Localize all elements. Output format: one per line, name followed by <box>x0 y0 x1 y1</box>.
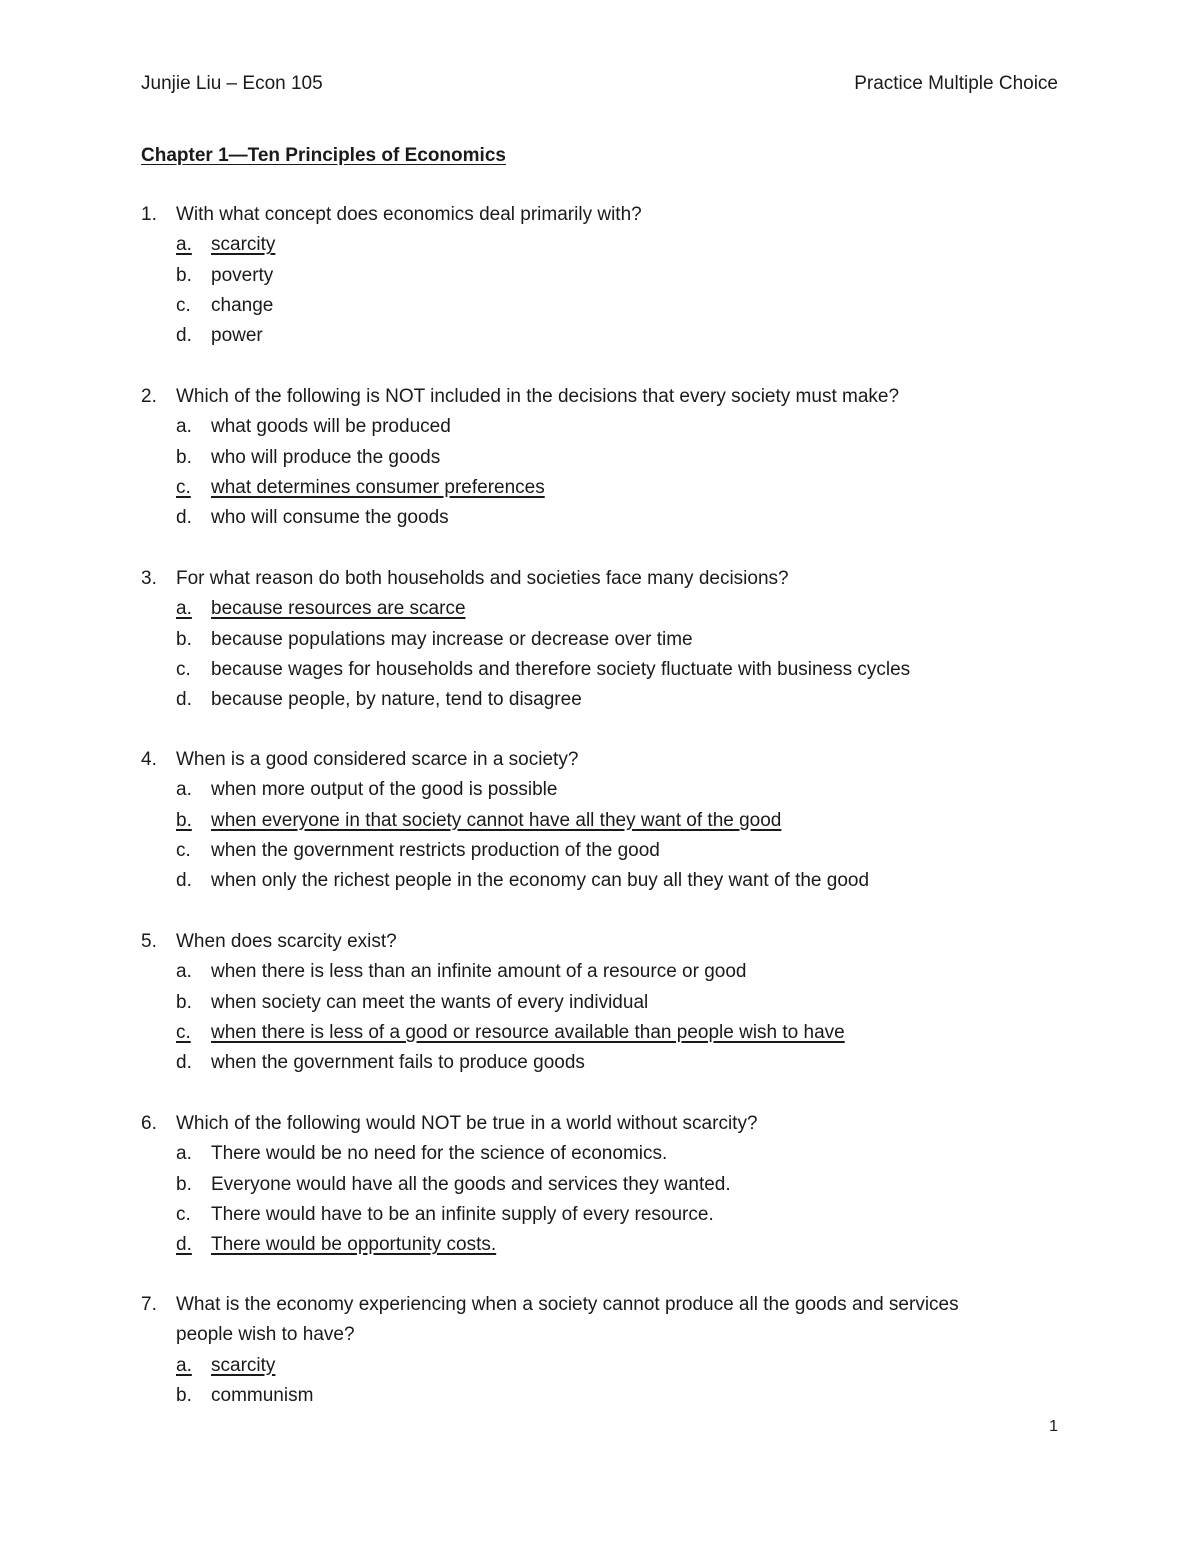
option-d <box>141 866 1021 896</box>
option-c <box>141 836 1021 866</box>
option-letter: b. <box>176 446 192 468</box>
question-number: 1. <box>141 204 157 225</box>
option-letter: d. <box>176 1234 192 1256</box>
option-text: because wages for households and therefore society fluctuate with business cycles <box>211 658 911 680</box>
option-letter: c. <box>176 839 191 861</box>
question-7 <box>141 1290 1021 1411</box>
question-stem <box>141 745 1021 775</box>
option-letter: d. <box>176 870 192 892</box>
question-text: What is the economy experiencing when a society cannot produce all the goods and services <box>176 1294 959 1315</box>
option-text: because populations may increase or decrease over time <box>211 628 693 650</box>
option-letter: c. <box>176 294 191 316</box>
option-c <box>141 1200 1021 1230</box>
option-a <box>141 230 1021 260</box>
option-text: when the government fails to produce goods <box>211 1052 585 1074</box>
option-d <box>141 685 1021 715</box>
option-c <box>141 655 1021 685</box>
option-b <box>141 1170 1021 1200</box>
option-text: There would have to be an infinite supply of every resource. <box>211 1203 714 1225</box>
option-letter: c. <box>176 1203 191 1225</box>
option-c <box>141 1018 1021 1048</box>
option-d <box>141 503 1021 533</box>
option-letter: a. <box>176 234 192 256</box>
option-text: when there is less of a good or resource available than people wish to have <box>211 1021 845 1043</box>
option-letter: a. <box>176 1143 192 1165</box>
option-text: poverty <box>211 264 274 286</box>
option-letter: a. <box>176 416 192 438</box>
question-text: With what concept does economics deal primarily with? <box>176 204 642 225</box>
option-letter: d. <box>176 325 192 347</box>
question-text: When is a good considered scarce in a society? <box>176 749 579 770</box>
question-text: For what reason do both households and societies face many decisions? <box>176 568 789 589</box>
option-letter: d. <box>176 689 192 711</box>
option-letter: b. <box>176 991 192 1013</box>
question-text-continuation <box>141 1320 1021 1350</box>
option-d <box>141 321 1021 351</box>
option-letter: d. <box>176 1052 192 1074</box>
option-c <box>141 473 1021 503</box>
option-text: who will consume the goods <box>211 507 449 529</box>
option-text: when more output of the good is possible <box>211 779 558 801</box>
header-left: Junjie Liu – Econ 105 <box>141 73 323 94</box>
page-number: 1 <box>1049 1418 1058 1435</box>
chapter-title: Chapter 1—Ten Principles of Economics <box>141 145 506 166</box>
option-text: There would be opportunity costs. <box>211 1234 497 1256</box>
option-text: when the government restricts production of the good <box>211 839 660 861</box>
option-text: because people, by nature, tend to disagree <box>211 689 582 711</box>
option-b <box>141 443 1021 473</box>
question-4 <box>141 745 1021 896</box>
question-stem <box>141 200 1021 230</box>
option-letter: b. <box>176 628 192 650</box>
option-letter: b. <box>176 809 192 831</box>
option-text: when there is less than an infinite amount of a resource or good <box>211 961 747 983</box>
option-a <box>141 594 1021 624</box>
option-text: what goods will be produced <box>211 416 451 438</box>
question-stem <box>141 927 1021 957</box>
option-b <box>141 625 1021 655</box>
option-text: because resources are scarce <box>211 598 466 620</box>
option-letter: a. <box>176 779 192 801</box>
option-letter: c. <box>176 476 191 498</box>
option-text: when everyone in that society cannot have all they want of the good <box>211 809 782 831</box>
option-letter: b. <box>176 264 192 286</box>
option-b <box>141 988 1021 1018</box>
option-letter: b. <box>176 1384 192 1406</box>
question-number: 6. <box>141 1113 157 1134</box>
option-b <box>141 1381 1021 1411</box>
option-d <box>141 1048 1021 1078</box>
question-3 <box>141 564 1021 715</box>
question-5 <box>141 927 1021 1078</box>
option-b <box>141 261 1021 291</box>
option-a <box>141 775 1021 805</box>
option-text: There would be no need for the science of economics. <box>211 1143 668 1165</box>
option-d <box>141 1230 1021 1260</box>
option-a <box>141 957 1021 987</box>
question-number: 3. <box>141 568 157 589</box>
option-text: communism <box>211 1384 314 1406</box>
question-text-cont: people wish to have? <box>176 1324 355 1346</box>
question-stem <box>141 1109 1021 1139</box>
question-text: Which of the following is NOT included in the decisions that every society must make? <box>176 386 900 407</box>
option-letter: c. <box>176 658 191 680</box>
option-text: when society can meet the wants of every individual <box>211 991 649 1013</box>
option-text: what determines consumer preferences <box>211 476 545 498</box>
option-text: scarcity <box>211 234 276 256</box>
question-number: 7. <box>141 1294 157 1315</box>
option-letter: a. <box>176 1354 192 1376</box>
option-letter: a. <box>176 961 192 983</box>
option-letter: d. <box>176 507 192 529</box>
option-text: who will produce the goods <box>211 446 441 468</box>
option-letter: a. <box>176 598 192 620</box>
question-6 <box>141 1109 1021 1260</box>
option-text: when only the richest people in the economy can buy all they want of the good <box>211 870 870 892</box>
question-stem <box>141 564 1021 594</box>
option-letter: b. <box>176 1173 192 1195</box>
header-right: Practice Multiple Choice <box>854 73 1058 94</box>
option-c <box>141 291 1021 321</box>
question-number: 2. <box>141 386 157 407</box>
question-stem <box>141 1290 1021 1320</box>
option-text: power <box>211 325 263 347</box>
question-text: When does scarcity exist? <box>176 931 397 952</box>
question-number: 4. <box>141 749 157 770</box>
question-number: 5. <box>141 931 157 952</box>
question-1 <box>141 200 1021 351</box>
option-letter: c. <box>176 1021 191 1043</box>
question-2 <box>141 382 1021 533</box>
option-text: Everyone would have all the goods and services they wanted. <box>211 1173 731 1195</box>
option-a <box>141 1139 1021 1169</box>
option-text: scarcity <box>211 1354 276 1376</box>
question-text: Which of the following would NOT be true in a world without scarcity? <box>176 1113 758 1134</box>
option-text: change <box>211 294 274 316</box>
option-a <box>141 412 1021 442</box>
option-b <box>141 806 1021 836</box>
question-stem <box>141 382 1021 412</box>
option-a <box>141 1351 1021 1381</box>
